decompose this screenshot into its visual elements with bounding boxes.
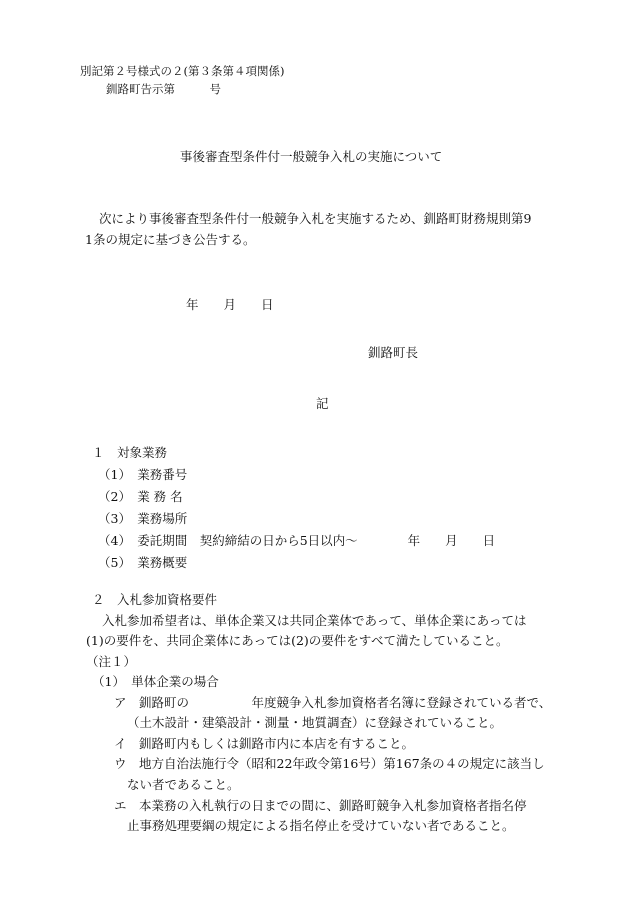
section2-heading: ２ 入札参加資格要件 [92,592,218,607]
sub-item-u: ウ 地方自治法施行令（昭和22年政令第16号）第167条の４の規定に該当し [114,756,545,771]
notice-number: 釧路町告示第 号 [106,82,221,96]
sub-item-e: エ 本業務の入札執行の日までの間に、釧路町競争入札参加資格者指名停 [114,798,527,813]
sub-item-a-cont: （土木設計・建築設計・測量・地質調査）に登録されていること。 [127,715,503,730]
ki-marker: 記 [316,396,329,411]
sub-item-u-cont: ない者であること。 [127,777,240,792]
sub-item-e-cont: 止事務処理要綱の規定による指名停止を受けていない者であること。 [127,818,515,833]
section1-item: （4） 委託期間 契約締結の日から5日以内～ 年 月 日 [98,533,496,548]
intro-line-1: 次により事後審査型条件付一般競争入札を実施するため、釧路町財務規則第9 [99,211,532,226]
section1-item: （2） 業 務 名 [98,489,183,504]
document-title: 事後審査型条件付一般競争入札の実施について [180,149,443,164]
form-reference: 別記第２号様式の２(第３条第４項関係) [80,64,285,78]
section1-item: （1） 業務番号 [98,467,188,482]
sub1-heading: （1） 単体企業の場合 [92,674,219,689]
section2-para-line-1: 入札参加希望者は、単体企業又は共同企業体であって、単体企業にあっては [102,613,527,628]
sub-item-a: ア 釧路町の 年度競争入札参加資格者名簿に登録されている者で、 [114,695,552,710]
note-marker: （注１） [86,654,137,669]
section1-heading: １ 対象業務 [92,445,168,460]
issuer: 釧路町長 [368,345,419,360]
sub-item-i: イ 釧路町内もしくは釧路市内に本店を有すること。 [114,736,415,751]
intro-line-2: 1条の規定に基づき公告する。 [85,232,256,247]
date-line: 年 月 日 [186,297,274,312]
section1-item: （5） 業務概要 [98,555,188,570]
section2-para-line-2: (1)の要件を、共同企業体にあっては(2)の要件をすべて満たしていること。 [86,633,509,648]
section1-item: （3） 業務場所 [98,511,188,526]
